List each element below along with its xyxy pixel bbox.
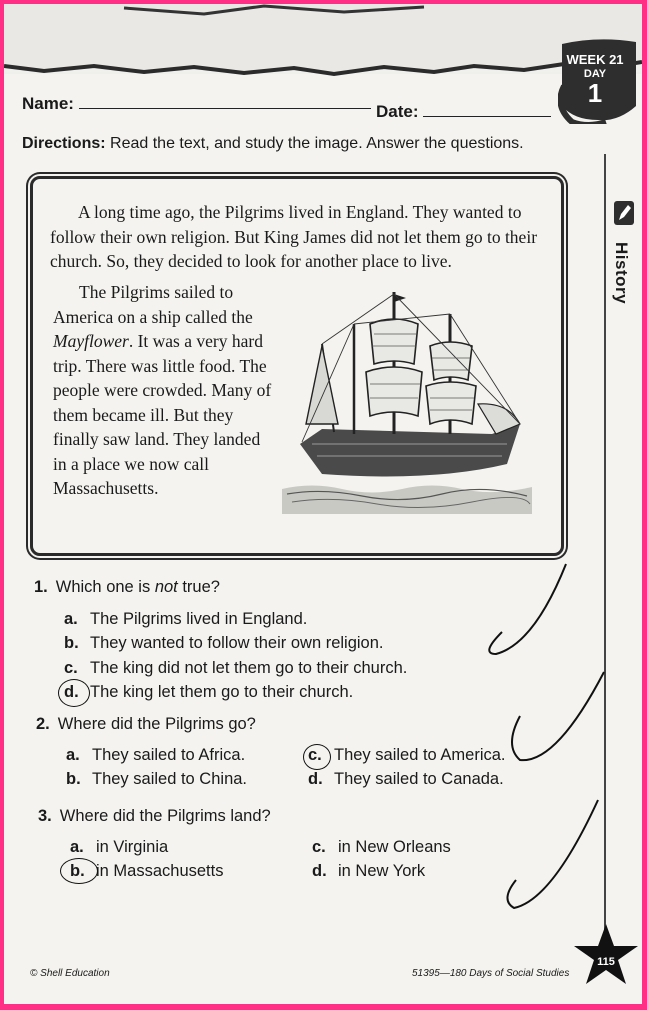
directions-label: Directions: bbox=[22, 135, 106, 152]
option-letter: b. bbox=[70, 862, 85, 880]
passage-paragraph-1: A long time ago, the Pilgrims lived in England. They wanted to follow their own religion. But King James did not let them go to their church. So, they decided to look for another place to live. bbox=[50, 202, 538, 271]
question-emphasis: not bbox=[154, 578, 178, 596]
pencil-icon bbox=[613, 200, 635, 226]
date-blank-line[interactable] bbox=[423, 102, 551, 117]
q1-option-d[interactable] bbox=[64, 683, 353, 702]
q3-option-a[interactable] bbox=[70, 838, 168, 857]
question-text-end: true? bbox=[177, 578, 220, 596]
option-text: in Massachusetts bbox=[96, 862, 224, 880]
option-letter: c. bbox=[312, 838, 326, 856]
footer-left: © Shell Education bbox=[30, 968, 110, 979]
ship-name: Mayflower bbox=[53, 331, 129, 351]
option-text: in New Orleans bbox=[338, 838, 451, 856]
date-label: Date: bbox=[376, 102, 419, 121]
passage-paragraph-2 bbox=[53, 280, 275, 501]
torn-edge-graphic bbox=[4, 4, 642, 84]
q1-option-b[interactable] bbox=[64, 634, 384, 653]
option-text: They wanted to follow their own religion. bbox=[90, 634, 384, 652]
q1-check-mark bbox=[489, 564, 566, 654]
question-number: 1. bbox=[34, 578, 48, 596]
paragraph-2-end: . It was a very hard trip. There was little food. The people were crowded. Many of them became ill. But they finally saw land. They landed in a place we now call Massachusetts. bbox=[53, 331, 272, 498]
question-number: 2. bbox=[36, 715, 50, 733]
option-text: in Virginia bbox=[96, 838, 169, 856]
option-text: They sailed to Africa. bbox=[92, 746, 246, 764]
option-letter: b. bbox=[66, 770, 81, 788]
mayflower-ship-illustration bbox=[282, 284, 532, 514]
option-letter: c. bbox=[64, 659, 78, 677]
name-blank-line[interactable] bbox=[79, 94, 371, 109]
option-text: The Pilgrims lived in England. bbox=[90, 610, 308, 628]
footer-right bbox=[412, 968, 569, 979]
question-number: 3. bbox=[38, 807, 52, 825]
option-text: They sailed to America. bbox=[334, 746, 506, 764]
question-3 bbox=[38, 807, 271, 826]
option-letter: a. bbox=[64, 610, 78, 628]
q3-option-c[interactable] bbox=[312, 838, 451, 857]
q3-option-d[interactable] bbox=[312, 862, 425, 881]
footer-code: 51395 bbox=[412, 968, 440, 979]
q1-option-c[interactable] bbox=[64, 659, 407, 678]
margin-rule bbox=[604, 154, 606, 954]
subject-tab-label: History bbox=[612, 242, 631, 305]
q2-option-d[interactable] bbox=[308, 770, 504, 789]
day-number: 1 bbox=[587, 78, 603, 108]
option-letter: c. bbox=[308, 746, 322, 764]
page-number: 115 bbox=[597, 956, 615, 968]
question-text: Where did the Pilgrims land? bbox=[59, 807, 271, 825]
day-label: DAY bbox=[583, 68, 607, 80]
q3-answer-circle bbox=[60, 858, 98, 884]
q2-check-mark bbox=[512, 672, 604, 760]
q2-option-a[interactable] bbox=[66, 746, 245, 765]
name-label: Name: bbox=[22, 94, 74, 113]
paragraph-2-start: The Pilgrims sailed to America on a ship called the bbox=[53, 282, 253, 327]
date-field[interactable] bbox=[376, 102, 551, 122]
q2-option-c[interactable] bbox=[308, 746, 506, 765]
option-letter: d. bbox=[308, 770, 323, 788]
name-field[interactable] bbox=[22, 94, 371, 114]
option-text: in New York bbox=[338, 862, 426, 880]
option-letter: a. bbox=[66, 746, 80, 764]
question-text: Which one is bbox=[55, 578, 155, 596]
question-text: Where did the Pilgrims go? bbox=[57, 715, 256, 733]
worksheet-page bbox=[4, 4, 642, 1004]
directions-text: Read the text, and study the image. Answer the questions. bbox=[110, 135, 524, 152]
q2-answer-circle bbox=[303, 744, 331, 770]
option-letter: b. bbox=[64, 634, 79, 652]
question-1 bbox=[34, 578, 220, 597]
option-text: The king let them go to their church. bbox=[90, 683, 354, 701]
q3-check-mark bbox=[507, 800, 598, 908]
option-text: They sailed to Canada. bbox=[334, 770, 504, 788]
q1-answer-circle bbox=[58, 679, 90, 707]
option-letter: a. bbox=[70, 838, 84, 856]
torn-paper-header bbox=[4, 4, 642, 74]
option-text: They sailed to China. bbox=[92, 770, 248, 788]
option-letter: d. bbox=[64, 683, 79, 701]
question-2 bbox=[36, 715, 256, 734]
week-label: WEEK 21 bbox=[566, 52, 624, 67]
option-text: The king did not let them go to their church. bbox=[90, 659, 408, 677]
q2-option-b[interactable] bbox=[66, 770, 247, 789]
footer-title: —180 Days of Social Studies bbox=[439, 968, 570, 979]
q1-option-a[interactable] bbox=[64, 610, 307, 629]
option-letter: d. bbox=[312, 862, 327, 880]
directions bbox=[22, 135, 524, 153]
page-number-star bbox=[574, 924, 638, 986]
